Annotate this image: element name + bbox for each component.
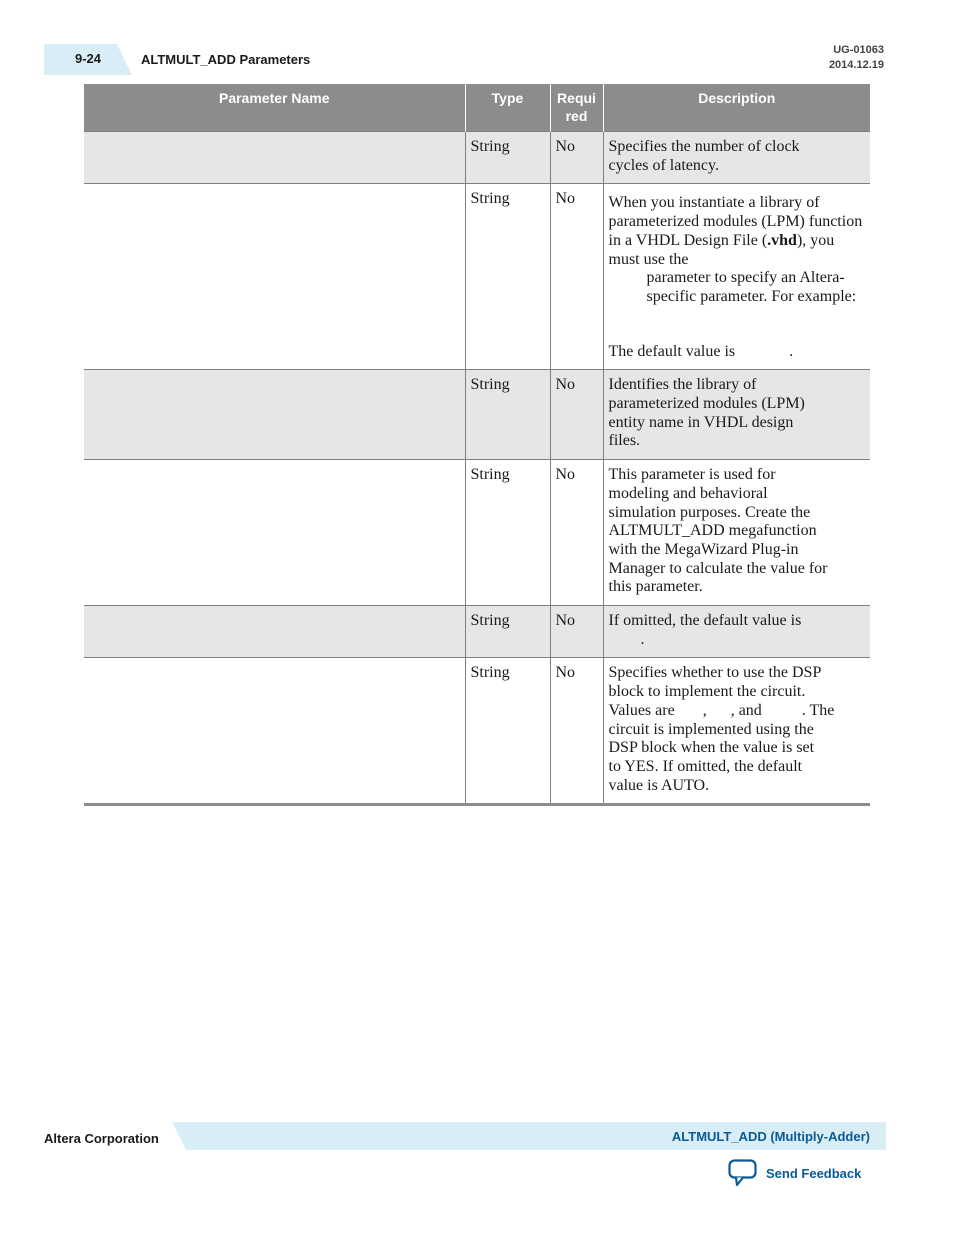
description-line: Specifies whether to use the DSP [608, 664, 822, 682]
description-line: entity name in VHDL design [608, 413, 794, 431]
column-header-parameter-name: Parameter Name [84, 84, 465, 132]
description-line: This parameter is used for [608, 466, 776, 484]
description-line: Specifies the number of clock [608, 138, 800, 155]
type-cell: String [465, 460, 550, 606]
description-line: this parameter. [608, 578, 703, 596]
description-text: ), you must use the [608, 231, 835, 268]
column-header-description: Description [603, 84, 870, 132]
description-line: DSP block when the value is set [608, 739, 815, 757]
type-cell: String [465, 606, 550, 658]
description-line: simulation purposes. Create the [608, 503, 811, 521]
required-cell: No [550, 370, 603, 460]
document-title-link[interactable]: ALTMULT_ADD (Multiply-Adder) [671, 1129, 870, 1144]
company-name: Altera Corporation [44, 1131, 159, 1146]
description-line: block to implement the circuit. [608, 683, 806, 701]
file-extension: .vhd [767, 231, 797, 249]
required-cell: No [550, 460, 603, 606]
table-row [84, 184, 870, 370]
description-text: parameter to specify an Altera-specific parameter. For example: [646, 269, 857, 305]
description-line: circuit is implemented using the [608, 720, 814, 738]
send-feedback-label: Send Feedback [766, 1165, 862, 1181]
description-cell [603, 658, 870, 805]
code-example-gap [609, 307, 866, 343]
parameter-name-cell [84, 658, 465, 805]
parameter-name-cell [84, 184, 465, 370]
document-id: UG-01063 [833, 44, 884, 56]
description-cell [603, 460, 870, 606]
description-line: cycles of latency. [608, 156, 719, 174]
description-line: If omitted, the default value is [608, 612, 802, 630]
table-row [84, 132, 870, 184]
table-header-row [84, 84, 870, 132]
required-cell: No [550, 132, 603, 184]
description-cell [603, 184, 870, 370]
send-feedback-link[interactable] [728, 1158, 861, 1188]
description-text: . [789, 342, 794, 360]
description-text: The default value is [608, 342, 736, 360]
description-line: with the MegaWizard Plug-in [608, 540, 799, 558]
type-cell: String [465, 370, 550, 460]
table-row [84, 606, 870, 658]
type-cell: String [465, 132, 550, 184]
required-cell: No [550, 184, 603, 370]
column-header-type: Type [465, 84, 550, 132]
column-header-required: Requi red [550, 84, 603, 132]
parameters-table [84, 84, 870, 806]
description-text: When you instantiate a library of parameterized modules (LPM) function in a VHDL Design File ( [608, 194, 863, 249]
description-line: parameterized modules (LPM) [608, 395, 805, 413]
description-cell [603, 132, 870, 184]
required-cell: No [550, 658, 603, 805]
document-date: 2014.12.19 [828, 59, 884, 71]
description-cell [603, 606, 870, 658]
description-line: to YES. If omitted, the default [608, 757, 803, 775]
required-cell: No [550, 606, 603, 658]
description-line: Manager to calculate the value for [608, 559, 828, 577]
parameter-name-cell [84, 132, 465, 184]
description-line: Values are , , and . The [608, 701, 835, 719]
parameter-name-cell [84, 460, 465, 606]
description-line: files. [608, 432, 641, 450]
description-line: value is AUTO. [608, 776, 710, 794]
description-line: ALTMULT_ADD megafunction [608, 522, 817, 540]
description-line: . [640, 630, 645, 648]
section-title: ALTMULT_ADD Parameters [141, 52, 311, 67]
type-cell: String [465, 184, 550, 370]
table-row [84, 658, 870, 805]
table-row [84, 370, 870, 460]
table-row [84, 460, 870, 606]
speech-bubble-icon [728, 1159, 758, 1187]
type-cell: String [465, 658, 550, 805]
default-value-line [609, 343, 866, 362]
description-line: Identifies the library of [608, 376, 757, 394]
page-number: 9-24 [75, 51, 102, 66]
description-cell [603, 370, 870, 460]
parameter-name-cell [84, 370, 465, 460]
document-id-block [829, 43, 884, 73]
description-line: modeling and behavioral [608, 484, 768, 502]
parameter-name-cell [84, 606, 465, 658]
